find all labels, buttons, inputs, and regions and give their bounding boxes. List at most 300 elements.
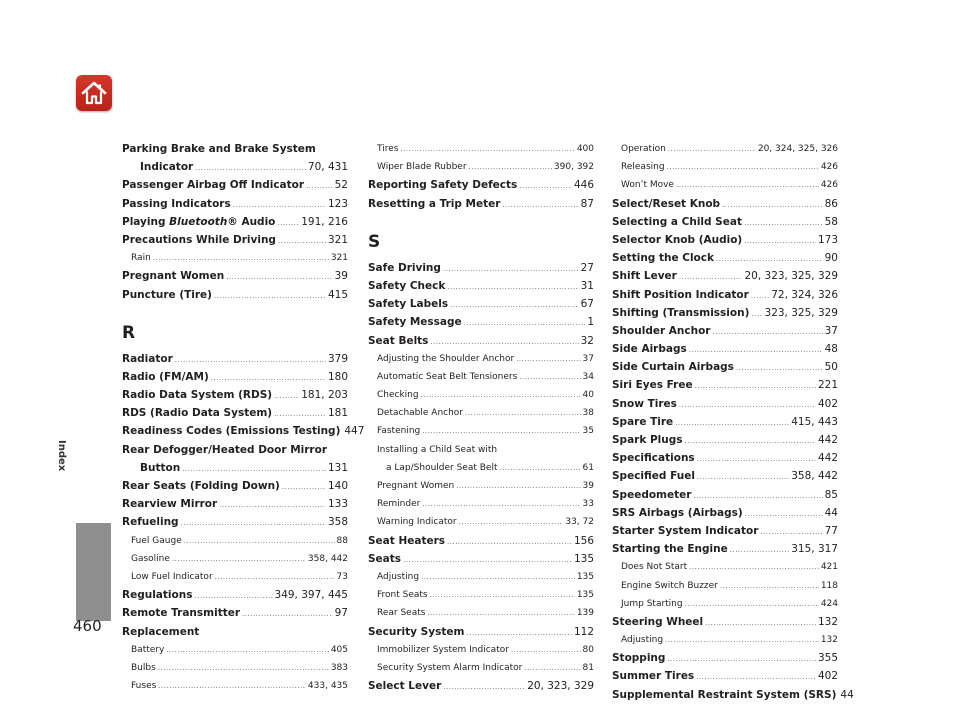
index-entry[interactable] <box>612 431 838 449</box>
index-entry[interactable] <box>612 631 838 649</box>
entry-pages[interactable]: 73 <box>336 571 348 582</box>
leader-dots <box>456 477 580 495</box>
entry-pages[interactable]: 40 <box>582 390 594 401</box>
home-button[interactable] <box>76 75 112 111</box>
index-entry[interactable] <box>122 368 348 386</box>
entry-term: Fastening <box>377 426 421 437</box>
entry-pages[interactable]: 132 <box>817 615 838 628</box>
index-entry[interactable] <box>122 140 348 158</box>
index-entry[interactable] <box>368 176 594 194</box>
index-entry[interactable] <box>368 158 594 176</box>
entry-term: Rear Seats (Folding Down) <box>122 480 280 492</box>
entry-term: Remote Transmitter <box>122 607 241 620</box>
entry-pages[interactable]: 90 <box>824 252 838 265</box>
entry-pages[interactable]: 81 <box>582 662 594 673</box>
entry-pages[interactable]: 80 <box>582 644 594 655</box>
entry-term: Resetting a Trip Meter <box>368 197 501 210</box>
index-entry[interactable] <box>368 532 594 550</box>
index-entry[interactable] <box>612 504 838 522</box>
leader-dots <box>306 177 333 195</box>
leader-dots <box>705 614 816 632</box>
entry-pages[interactable]: 321 <box>330 253 348 264</box>
index-entry[interactable] <box>612 213 838 231</box>
entry-term: Radio Data System (RDS) <box>122 389 273 402</box>
entry-pages[interactable]: 315, 317 <box>791 543 838 556</box>
index-entry[interactable] <box>612 267 838 285</box>
entry-pages[interactable]: 135 <box>576 571 594 582</box>
entry-term: Side Airbags <box>612 343 687 356</box>
leader-dots <box>716 250 823 268</box>
leader-dots <box>450 296 579 314</box>
entry-pages[interactable]: 433, 435 <box>307 681 348 692</box>
entry-pages[interactable]: 221 <box>817 379 838 392</box>
leader-dots <box>751 287 769 305</box>
index-entry[interactable] <box>122 641 348 659</box>
entry-pages[interactable]: 424 <box>820 598 838 609</box>
leader-dots <box>697 468 789 486</box>
index-entry[interactable] <box>612 613 838 631</box>
entry-pages[interactable]: 415 <box>327 288 348 301</box>
leader-dots <box>422 422 580 440</box>
index-entry[interactable] <box>612 195 838 213</box>
leader-dots <box>181 514 326 532</box>
leader-dots <box>744 232 816 250</box>
index-entry[interactable] <box>122 532 348 550</box>
entry-term: Safe Driving <box>368 261 441 274</box>
leader-dots <box>219 496 326 514</box>
index-entry[interactable] <box>368 641 594 659</box>
entry-pages[interactable]: 39 <box>334 270 348 283</box>
entry-pages[interactable]: 180 <box>327 370 348 383</box>
entry-pages[interactable]: 34 <box>582 371 594 382</box>
entry-term: Adjusting the Shoulder Anchor <box>377 353 515 364</box>
entry-term: Detachable Anchor <box>377 408 464 419</box>
index-entry[interactable] <box>122 495 348 513</box>
entry-term: Rearview Mirror <box>122 498 218 511</box>
entry-term: Shift Lever <box>612 270 677 283</box>
entry-pages[interactable]: 135 <box>576 590 594 601</box>
entry-pages[interactable]: 86 <box>824 197 838 210</box>
entry-pages[interactable]: 402 <box>817 397 838 410</box>
entry-term: Operation <box>621 144 666 154</box>
index-entry[interactable] <box>612 413 838 431</box>
entry-term: Starter System Indicator <box>612 524 759 537</box>
entry-pages[interactable]: 400 <box>576 144 594 154</box>
entry-pages[interactable]: 97 <box>334 607 348 620</box>
entry-term: Adjusting <box>621 635 664 646</box>
entry-term: Safety Labels <box>368 298 449 311</box>
entry-pages[interactable]: 349, 397, 445 <box>274 589 348 602</box>
entry-pages[interactable]: 191, 216 <box>301 215 348 228</box>
index-entry[interactable] <box>122 350 348 368</box>
index-entry[interactable] <box>368 568 594 586</box>
entry-pages[interactable]: 112 <box>573 625 594 638</box>
leader-dots <box>689 558 819 576</box>
leader-dots <box>668 140 756 158</box>
leader-dots <box>500 459 581 477</box>
entry-term: Tires <box>377 144 399 154</box>
leader-dots <box>519 177 572 195</box>
leader-dots <box>689 341 823 359</box>
entry-pages[interactable]: 426 <box>820 180 838 191</box>
index-entry[interactable] <box>612 649 838 667</box>
index-entry[interactable] <box>368 313 594 331</box>
entry-pages[interactable]: 132 <box>820 635 838 646</box>
index-entry[interactable] <box>122 176 348 194</box>
index-entry[interactable] <box>122 659 348 677</box>
index-column-3 <box>612 140 854 704</box>
leader-dots <box>242 605 333 623</box>
index-entry[interactable] <box>368 350 594 368</box>
index-entry[interactable] <box>122 513 348 531</box>
leader-dots <box>214 287 326 305</box>
entry-pages[interactable]: 358, 442 <box>307 553 348 564</box>
entry-pages[interactable]: 44 <box>840 688 854 701</box>
entry-pages[interactable]: 85 <box>824 488 838 501</box>
index-column-1 <box>122 140 365 695</box>
entry-term: Select/Reset Knob <box>612 197 721 210</box>
entry-term: Reminder <box>377 499 421 510</box>
index-entry[interactable] <box>122 249 348 267</box>
leader-dots <box>194 587 272 605</box>
leader-dots <box>465 404 581 422</box>
index-entry[interactable] <box>368 386 594 404</box>
index-entry[interactable] <box>612 686 854 704</box>
index-entry[interactable] <box>612 667 838 685</box>
entry-pages[interactable]: 358, 442 <box>791 470 838 483</box>
leader-dots <box>751 305 762 323</box>
entry-term: Stopping <box>612 652 666 665</box>
entry-pages[interactable]: 181, 203 <box>301 389 348 402</box>
leader-dots <box>519 368 580 386</box>
entry-pages[interactable]: 27 <box>580 261 594 274</box>
entry-term: Pregnant Women <box>377 481 455 491</box>
index-entry[interactable] <box>612 540 838 558</box>
index-entry[interactable] <box>612 522 838 540</box>
index-entry[interactable] <box>612 158 838 176</box>
entry-pages[interactable]: 39 <box>582 481 594 491</box>
entry-term: Releasing <box>621 162 665 173</box>
index-entry[interactable] <box>368 477 594 495</box>
index-entry[interactable] <box>122 213 348 231</box>
leader-dots <box>226 268 332 286</box>
entry-pages[interactable]: 415, 443 <box>791 415 838 428</box>
entry-pages[interactable]: 442 <box>817 452 838 465</box>
entry-pages[interactable]: 33 <box>582 499 594 510</box>
entry-pages[interactable]: 50 <box>824 361 838 374</box>
entry-pages[interactable]: 37 <box>582 353 594 364</box>
leader-dots <box>233 196 326 214</box>
index-entry[interactable] <box>612 249 838 267</box>
index-entry[interactable] <box>122 286 348 304</box>
index-entry[interactable] <box>612 577 838 595</box>
index-entry[interactable] <box>368 459 594 477</box>
entry-pages[interactable]: 20, 324, 325, 326 <box>757 144 838 154</box>
entry-term: Rear Defogger/Heated Door Mirror <box>122 443 327 456</box>
entry-pages[interactable]: 379 <box>327 352 348 365</box>
index-entry[interactable] <box>122 404 348 422</box>
index-entry[interactable] <box>122 195 348 213</box>
leader-dots <box>211 369 326 387</box>
entry-term: Spark Plugs <box>612 434 683 446</box>
entry-pages[interactable]: 31 <box>580 279 594 292</box>
leader-dots <box>696 668 816 686</box>
entry-term: Supplemental Restraint System (SRS) <box>612 688 837 701</box>
leader-dots <box>421 386 581 404</box>
entry-term: Button <box>140 461 181 474</box>
leader-dots <box>469 158 552 176</box>
entry-term: Parking Brake and Brake System <box>122 143 316 155</box>
leader-dots <box>215 568 335 586</box>
entry-pages[interactable]: 358 <box>327 516 348 529</box>
index-entry[interactable] <box>368 332 594 350</box>
index-entry[interactable] <box>122 604 348 622</box>
index-entry[interactable] <box>122 459 348 477</box>
entry-pages[interactable]: 88 <box>336 535 348 546</box>
index-entry[interactable] <box>612 449 838 467</box>
index-tab[interactable] <box>76 523 111 621</box>
entry-term: Precautions While Driving <box>122 233 276 246</box>
index-entry[interactable] <box>122 267 348 285</box>
index-entry[interactable] <box>612 395 838 413</box>
index-entry[interactable] <box>612 231 838 249</box>
index-entry[interactable] <box>368 513 594 531</box>
entry-pages[interactable]: 321 <box>327 233 348 246</box>
leader-dots <box>722 196 823 214</box>
leader-dots <box>667 650 816 668</box>
entry-pages[interactable]: 48 <box>824 343 838 356</box>
index-entry[interactable] <box>612 595 838 613</box>
entry-pages[interactable]: 181 <box>327 407 348 420</box>
index-entry[interactable] <box>612 304 838 322</box>
entry-pages[interactable]: 118 <box>820 580 838 591</box>
entry-pages[interactable]: 35 <box>582 426 594 437</box>
leader-dots <box>175 351 326 369</box>
entry-term: Setting the Clock <box>612 252 714 265</box>
entry-pages[interactable]: 135 <box>573 552 594 565</box>
entry-pages[interactable]: 173 <box>817 233 838 246</box>
index-entry[interactable] <box>122 441 348 459</box>
index-entry[interactable] <box>612 286 838 304</box>
entry-pages[interactable]: 77 <box>824 524 838 537</box>
leader-dots <box>502 196 578 214</box>
leader-dots <box>184 532 335 550</box>
entry-term: Safety Check <box>368 279 446 292</box>
leader-dots <box>675 414 789 432</box>
index-entry[interactable] <box>122 568 348 586</box>
index-entry[interactable] <box>368 659 594 677</box>
entry-pages[interactable]: 402 <box>817 670 838 683</box>
entry-pages[interactable]: 58 <box>824 215 838 228</box>
entry-pages[interactable]: 37 <box>824 324 838 337</box>
leader-dots <box>447 533 572 551</box>
index-entry[interactable] <box>368 586 594 604</box>
entry-term: Selecting a Child Seat <box>612 215 742 228</box>
entry-term: Specified Fuel <box>612 470 695 483</box>
entry-pages[interactable]: 139 <box>576 608 594 619</box>
leader-dots <box>524 659 580 677</box>
entry-term: Low Fuel Indicator <box>131 571 213 582</box>
entry-pages[interactable]: 38 <box>582 408 594 419</box>
entry-term: Seat Heaters <box>368 534 446 547</box>
entry-term: Siri Eyes Free <box>612 379 693 392</box>
index-entry[interactable] <box>612 358 838 376</box>
index-entry[interactable] <box>368 195 594 213</box>
entry-pages[interactable]: 426 <box>820 162 838 173</box>
entry-pages[interactable]: 20, 323, 325, 329 <box>744 270 838 283</box>
index-entry[interactable] <box>368 604 594 622</box>
entry-term: Reporting Safety Defects <box>368 179 518 192</box>
entry-pages[interactable]: 61 <box>582 462 594 473</box>
entry-pages[interactable]: 72, 324, 326 <box>771 288 838 301</box>
entry-term: Regulations <box>122 589 193 602</box>
entry-pages[interactable]: 123 <box>327 197 348 210</box>
entry-pages[interactable]: 131 <box>327 461 348 474</box>
entry-pages[interactable]: 1 <box>587 316 594 329</box>
entry-pages[interactable]: 156 <box>573 534 594 547</box>
entry-term: Puncture (Tire) <box>122 288 212 301</box>
entry-pages[interactable]: 32 <box>580 334 594 347</box>
entry-pages[interactable]: 446 <box>573 179 594 192</box>
leader-dots <box>679 396 816 414</box>
index-entry[interactable] <box>612 376 838 394</box>
index-entry[interactable] <box>612 486 838 504</box>
entry-pages[interactable]: 323, 325, 329 <box>764 306 838 319</box>
entry-pages[interactable]: 442 <box>817 434 838 446</box>
entry-pages[interactable]: 140 <box>327 480 348 492</box>
entry-pages[interactable]: 390, 392 <box>553 162 594 173</box>
entry-pages[interactable]: 70, 431 <box>307 161 348 174</box>
index-entry[interactable] <box>122 623 348 641</box>
index-entry[interactable] <box>368 140 594 158</box>
index-entry[interactable] <box>612 467 838 485</box>
entry-term: Steering Wheel <box>612 615 704 628</box>
entry-term: Jump Starting <box>621 598 683 609</box>
entry-term: SRS Airbags (Airbags) <box>612 506 743 519</box>
leader-dots <box>466 624 572 642</box>
entry-term: Engine Switch Buzzer <box>621 580 718 591</box>
entry-pages[interactable]: 67 <box>580 298 594 311</box>
index-entry[interactable] <box>122 158 348 176</box>
index-entry[interactable] <box>368 404 594 422</box>
leader-dots <box>464 314 586 332</box>
entry-term: Rear Seats <box>377 608 426 619</box>
index-entry[interactable] <box>122 586 348 604</box>
entry-term: Spare Tire <box>612 415 674 428</box>
leader-dots <box>427 604 574 622</box>
leader-dots <box>685 432 816 450</box>
leader-dots <box>443 678 525 696</box>
index-entry[interactable] <box>368 441 594 459</box>
entry-term: Wiper Blade Rubber <box>377 162 467 173</box>
index-column-2 <box>368 140 594 695</box>
index-entry[interactable] <box>368 368 594 386</box>
entry-term: Shoulder Anchor <box>612 324 711 337</box>
index-entry[interactable] <box>122 677 348 695</box>
entry-term: Passing Indicators <box>122 197 231 210</box>
entry-pages[interactable]: 383 <box>330 662 348 673</box>
leader-dots <box>685 595 819 613</box>
index-entry[interactable] <box>612 322 838 340</box>
entry-term: Does Not Start <box>621 562 688 573</box>
index-entry[interactable] <box>368 550 594 568</box>
entry-pages[interactable]: 133 <box>327 498 348 511</box>
leader-dots <box>744 214 823 232</box>
leader-dots <box>158 659 329 677</box>
leader-dots <box>665 631 819 649</box>
index-entry[interactable] <box>612 558 838 576</box>
leader-dots <box>172 550 306 568</box>
entry-term: Pregnant Women <box>122 270 225 283</box>
leader-dots <box>158 677 306 695</box>
index-entry[interactable] <box>612 340 838 358</box>
index-entry[interactable] <box>368 259 594 277</box>
leader-dots <box>667 158 819 176</box>
index-entry[interactable] <box>122 550 348 568</box>
index-entry[interactable] <box>122 386 348 404</box>
entry-term: Front Seats <box>377 590 428 601</box>
entry-pages[interactable]: 87 <box>580 197 594 210</box>
leader-dots <box>430 586 575 604</box>
leader-dots <box>400 140 574 158</box>
entry-pages[interactable]: 33, 72 <box>565 517 594 528</box>
index-entry[interactable] <box>122 422 365 440</box>
entry-term: Security System <box>368 625 465 638</box>
entry-pages[interactable]: 355 <box>817 652 838 665</box>
entry-term: Snow Tires <box>612 397 677 410</box>
index-entry[interactable] <box>368 495 594 513</box>
entry-term: Shift Position Indicator <box>612 288 749 301</box>
entry-pages[interactable]: 44 <box>824 506 838 519</box>
index-entry[interactable] <box>368 422 594 440</box>
index-entry[interactable] <box>368 277 594 295</box>
entry-term: Playing Bluetooth® Audio <box>122 215 276 228</box>
index-entry[interactable] <box>612 176 838 194</box>
entry-term: Safety Message <box>368 316 462 329</box>
page-number: 460 <box>73 617 102 635</box>
entry-pages[interactable]: 52 <box>334 179 348 192</box>
leader-dots <box>274 387 299 405</box>
entry-pages[interactable]: 421 <box>820 562 838 573</box>
entry-term: Summer Tires <box>612 670 695 683</box>
leader-dots <box>720 577 819 595</box>
index-entry[interactable] <box>612 140 838 158</box>
leader-dots <box>277 214 299 232</box>
leader-dots <box>695 377 816 395</box>
entry-term: Immobilizer System Indicator <box>377 644 509 655</box>
entry-term: Speedometer <box>612 488 692 501</box>
entry-pages[interactable]: 405 <box>330 644 348 655</box>
leader-dots <box>278 232 326 250</box>
index-entry[interactable] <box>368 677 594 695</box>
entry-term: Passenger Airbag Off Indicator <box>122 179 305 192</box>
leader-dots <box>182 460 326 478</box>
entry-term: Indicator <box>140 161 194 174</box>
index-entry[interactable] <box>368 623 594 641</box>
index-entry[interactable] <box>122 231 348 249</box>
leader-dots <box>153 249 329 267</box>
leader-dots <box>730 541 789 559</box>
entry-term: Select Lever <box>368 680 442 693</box>
entry-term: Seat Belts <box>368 334 429 347</box>
entry-pages[interactable]: 20, 323, 329 <box>527 680 594 693</box>
entry-term: Shifting (Transmission) <box>612 306 750 319</box>
index-entry[interactable] <box>368 295 594 313</box>
leader-dots <box>693 487 822 505</box>
index-entry[interactable] <box>122 477 348 495</box>
entry-term: a Lap/Shoulder Seat Belt <box>386 462 498 473</box>
entry-pages[interactable]: 447 <box>344 425 365 438</box>
